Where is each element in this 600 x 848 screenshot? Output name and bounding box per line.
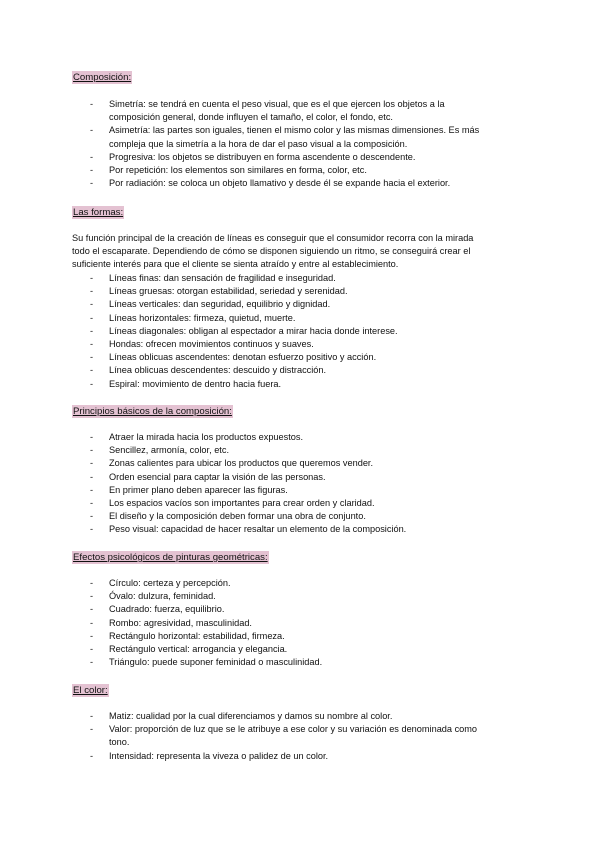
- bullet-dash: -: [90, 365, 94, 376]
- list-item: - Rectángulo horizontal: estabilidad, firmeza.: [0, 630, 600, 643]
- bullet-dash: -: [90, 511, 94, 522]
- bullet-dash: -: [90, 724, 94, 735]
- list-item: - Sencillez, armonía, color, etc.: [0, 444, 600, 457]
- list-item: - Intensidad: representa la viveza o palidez de un color.: [0, 750, 600, 763]
- list-item: - Zonas calientes para ubicar los productos que queremos vender.: [0, 457, 600, 470]
- list-item: - Líneas finas: dan sensación de fragilidad e inseguridad.: [0, 272, 600, 285]
- list-item: - El diseño y la composición deben formar una obra de conjunto.: [0, 510, 600, 523]
- list-item: - Matiz: cualidad por la cual diferenciamos y damos su nombre al color.: [0, 710, 600, 723]
- bullet-dash: -: [90, 750, 94, 761]
- list-item: - Líneas diagonales: obligan al espectador a mirar hacia donde interese.: [0, 325, 600, 338]
- section-heading-el-color: El color:: [73, 685, 108, 696]
- bullet-dash: -: [90, 286, 94, 297]
- bullet-dash: -: [90, 325, 94, 336]
- list-item: - Simetría: se tendrá en cuenta el peso visual, que es el que ejercen los objetos a la composición general, donde influyen el tamaño, el color, el fondo, etc.: [90, 99, 445, 123]
- list-item: - Peso visual: capacidad de hacer resaltar un elemento de la composición.: [0, 523, 600, 536]
- list-item: - Espiral: movimiento de dentro hacia fuera.: [0, 378, 600, 391]
- las-formas-intro: Su función principal de la creación de líneas es conseguir que el consumidor recorra con la mirada todo el escaparate. Dependiendo de cómo se disponen siguiendo un ritmo, se conseguirá crear el suficiente interés para que el cliente se sienta atraído y entre al establecimiento.: [72, 233, 474, 270]
- list-item: - Óvalo: dulzura, feminidad.: [0, 590, 600, 603]
- bullet-dash: -: [90, 644, 94, 655]
- bullet-dash: -: [90, 458, 94, 469]
- list-item: - Rectángulo vertical: arrogancia y elegancia.: [0, 643, 600, 656]
- bullet-dash: -: [90, 630, 94, 641]
- list-item: - En primer plano deben aparecer las figuras.: [0, 484, 600, 497]
- las-formas-list: [0, 272, 600, 391]
- bullet-dash: -: [90, 471, 94, 482]
- list-item: - Líneas verticales: dan seguridad, equilibrio y dignidad.: [0, 298, 600, 311]
- list-item: - Círculo: certeza y percepción.: [0, 577, 600, 590]
- list-item: - Por radiación: se coloca un objeto llamativo y desde él se expande hacia el exterior.: [0, 177, 600, 190]
- bullet-dash: -: [90, 578, 94, 588]
- bullet-dash: -: [90, 498, 94, 509]
- list-item: - Asimetría: las partes son iguales, tienen el mismo color y las mismas dimensiones. Es más compleja que la simetría a la hora de dar el paso visual a la composición.: [90, 125, 480, 149]
- bullet-dash: -: [90, 312, 94, 323]
- bullet-dash: -: [90, 591, 94, 602]
- list-item: - Progresiva: los objetos se distribuyen en forma ascendente o descendente.: [0, 151, 600, 164]
- list-item: - Hondas: ofrecen movimientos continuos y suaves.: [0, 338, 600, 351]
- list-item: - Líneas horizontales: firmeza, quietud, muerte.: [0, 312, 600, 325]
- efectos-list: [0, 577, 600, 669]
- el-color-list: [0, 710, 600, 763]
- bullet-dash: -: [90, 711, 94, 721]
- list-item: - Cuadrado: fuerza, equilibrio.: [0, 603, 600, 616]
- list-item: - Línea oblicuas descendentes: descuido y distracción.: [0, 364, 600, 377]
- bullet-dash: -: [90, 617, 94, 628]
- list-item: - Líneas oblicuas ascendentes: denotan esfuerzo positivo y acción.: [0, 351, 600, 364]
- bullet-dash: -: [90, 99, 94, 109]
- bullet-dash: -: [90, 445, 94, 456]
- section-heading-efectos: Efectos psicológicos de pinturas geométricas:: [73, 552, 268, 563]
- bullet-dash: -: [90, 165, 94, 176]
- list-item: - Orden esencial para captar la visión de las personas.: [0, 471, 600, 484]
- list-item: - Rombo: agresividad, masculinidad.: [0, 617, 600, 630]
- bullet-dash: -: [90, 432, 94, 442]
- bullet-dash: -: [90, 273, 94, 283]
- bullet-dash: -: [90, 604, 94, 615]
- list-item: - Por repetición: los elementos son similares en forma, color, etc.: [0, 164, 600, 177]
- bullet-dash: -: [90, 125, 94, 136]
- bullet-dash: -: [90, 657, 94, 668]
- bullet-dash: -: [90, 524, 94, 535]
- section-heading-composicion: Composición:: [73, 72, 132, 83]
- list-item: - Líneas gruesas: otorgan estabilidad, seriedad y serenidad.: [0, 285, 600, 298]
- section-heading-las-formas: Las formas:: [73, 207, 124, 218]
- bullet-dash: -: [90, 178, 94, 189]
- section-heading-principios: Principios básicos de la composición:: [73, 406, 232, 417]
- composicion-list: [0, 98, 600, 190]
- bullet-dash: -: [90, 339, 94, 350]
- principios-list: [0, 431, 600, 537]
- bullet-dash: -: [90, 352, 94, 363]
- bullet-dash: -: [90, 151, 94, 162]
- bullet-dash: -: [90, 378, 94, 389]
- bullet-dash: -: [90, 299, 94, 310]
- list-item: - Valor: proporción de luz que se le atribuye a ese color y su variación es denominada como tono.: [90, 724, 478, 748]
- bullet-dash: -: [90, 484, 94, 495]
- list-item: - Triángulo: puede suponer feminidad o masculinidad.: [0, 656, 600, 669]
- list-item: - Atraer la mirada hacia los productos expuestos.: [0, 431, 600, 444]
- list-item: - Los espacios vacíos son importantes para crear orden y claridad.: [0, 497, 600, 510]
